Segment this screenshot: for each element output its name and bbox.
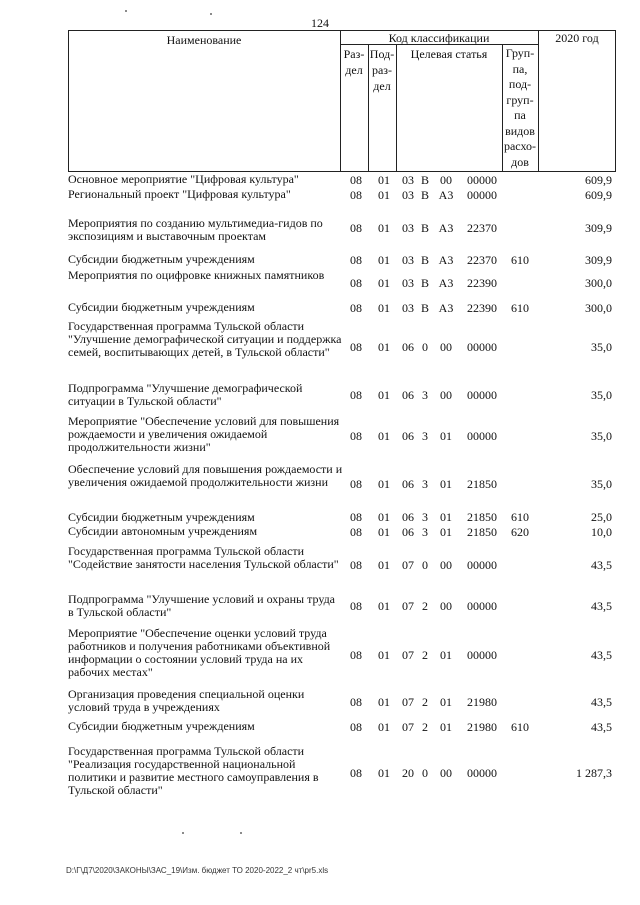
row-code-t4: 22390 <box>467 276 497 290</box>
row-amount: 35,0 <box>591 388 612 402</box>
row-code-t3: 00 <box>440 599 452 613</box>
row-code-r: 08 <box>350 276 362 290</box>
row-name: Мероприятие "Обеспечение условий для повышения рождаемости и увеличения ожидаемой продолжительности жизни" <box>68 414 340 454</box>
row-code-t1: 03 <box>402 301 414 315</box>
row-code-t4: 00000 <box>467 558 497 572</box>
row-amount: 309,9 <box>585 221 612 235</box>
row-code-p: 01 <box>378 188 390 202</box>
row-name: Субсидии автономным учреждениям <box>68 524 258 538</box>
row-code-t1: 07 <box>402 695 414 709</box>
row-code-p: 01 <box>378 766 390 780</box>
row-code-t2: 3 <box>422 525 428 539</box>
row-code-t1: 03 <box>402 173 414 187</box>
row-code-t3: 01 <box>440 477 452 491</box>
row-code-t2: 3 <box>422 388 428 402</box>
row-name: Подпрограмма "Улучшение условий и охраны труда в Тульской области" <box>68 592 335 619</box>
file-path: D:\Г\Д7\2020\ЗАКОНЫ\ЗАС_19\Изм. бюджет ТО 2020-2022_2 чт\pr5.xls <box>66 866 329 875</box>
row-code-t4: 00000 <box>467 388 497 402</box>
row-code-t1: 20 <box>402 766 414 780</box>
row-code-r: 08 <box>350 510 362 524</box>
header-sep-year <box>538 30 539 172</box>
row-amount: 43,5 <box>591 695 612 709</box>
header-border-left <box>68 30 69 172</box>
row-amount: 10,0 <box>591 525 612 539</box>
row-amount: 43,5 <box>591 558 612 572</box>
row-name: Государственная программа Тульской области "Содействие занятости населения Тульской области" <box>68 544 339 571</box>
row-code-p: 01 <box>378 477 390 491</box>
header-name: Наименование <box>166 33 242 47</box>
row-code-r: 08 <box>350 221 362 235</box>
row-code-t3: 00 <box>440 766 452 780</box>
row-code-t2: 3 <box>422 429 428 443</box>
row-code-t2: 0 <box>422 766 428 780</box>
row-amount: 35,0 <box>591 429 612 443</box>
row-amount: 35,0 <box>591 477 612 491</box>
row-name: Подпрограмма "Улучшение демографической ситуации в Тульской области" <box>68 381 303 408</box>
row-code-p: 01 <box>378 276 390 290</box>
row-amount: 300,0 <box>585 276 612 290</box>
row-name: Региональный проект "Цифровая культура" <box>68 187 291 201</box>
row-code-t3: А3 <box>438 301 454 315</box>
row-code-t2: 2 <box>422 648 428 662</box>
row-code-r: 08 <box>350 340 362 354</box>
row-code-t1: 06 <box>402 429 414 443</box>
row-code-t2: В <box>420 276 429 290</box>
row-code-p: 01 <box>378 253 390 267</box>
row-code-t1: 03 <box>402 276 414 290</box>
row-code-t3: 01 <box>440 720 452 734</box>
page-number: 124 <box>311 16 329 30</box>
row-code-r: 08 <box>350 173 362 187</box>
row-code-r: 08 <box>350 720 362 734</box>
row-code-t1: 03 <box>402 188 414 202</box>
row-code-t1: 07 <box>402 558 414 572</box>
row-code-p: 01 <box>378 340 390 354</box>
row-code-t4: 00000 <box>467 173 497 187</box>
row-code-t2: В <box>420 173 429 187</box>
row-code-t1: 07 <box>402 720 414 734</box>
row-code-p: 01 <box>378 301 390 315</box>
row-amount: 43,5 <box>591 599 612 613</box>
row-code-t4: 21850 <box>467 477 497 491</box>
row-code-t2: В <box>420 253 429 267</box>
row-code-g: 610 <box>511 301 529 315</box>
row-code-t3: 01 <box>440 429 452 443</box>
row-code-t2: 2 <box>422 599 428 613</box>
row-code-t2: В <box>420 221 429 235</box>
row-code-t4: 21980 <box>467 695 497 709</box>
row-code-r: 08 <box>350 695 362 709</box>
row-code-p: 01 <box>378 720 390 734</box>
row-amount: 609,9 <box>585 173 612 187</box>
row-code-r: 08 <box>350 558 362 572</box>
row-code-t1: 03 <box>402 253 414 267</box>
row-code-t1: 06 <box>402 340 414 354</box>
row-code-t3: 00 <box>440 388 452 402</box>
row-name: Субсидии бюджетным учреждениям <box>68 719 255 733</box>
row-name: Организация проведения специальной оценки условий труда в учреждениях <box>68 687 305 714</box>
row-code-t1: 06 <box>402 525 414 539</box>
row-code-t1: 06 <box>402 388 414 402</box>
row-code-t3: 00 <box>440 173 452 187</box>
header-year: 2020 год <box>555 31 599 45</box>
row-code-t4: 00000 <box>467 429 497 443</box>
header-group: Груп- па, под- груп- па видов расхо- дов <box>503 46 537 169</box>
table-header <box>68 30 616 172</box>
row-amount: 43,5 <box>591 720 612 734</box>
row-code-t4: 22370 <box>467 253 497 267</box>
row-code-t3: А3 <box>438 188 454 202</box>
row-code-t1: 06 <box>402 477 414 491</box>
scan-speck <box>182 832 184 834</box>
row-code-r: 08 <box>350 648 362 662</box>
row-code-g: 610 <box>511 510 529 524</box>
header-podrazdel: Под- раз- дел <box>369 47 395 93</box>
row-code-t4: 00000 <box>467 766 497 780</box>
row-code-t1: 06 <box>402 510 414 524</box>
row-code-g: 610 <box>511 253 529 267</box>
row-code-t3: А3 <box>438 253 454 267</box>
header-code: Код классификации <box>388 31 490 45</box>
header-target: Целевая статья <box>410 47 488 61</box>
row-code-t2: В <box>420 188 429 202</box>
row-code-p: 01 <box>378 648 390 662</box>
row-name: Мероприятия по созданию мультимедиа-гидов по экспозициям и выставочным проектам <box>68 216 323 243</box>
row-code-t2: 2 <box>422 695 428 709</box>
row-amount: 300,0 <box>585 301 612 315</box>
row-code-g: 610 <box>511 720 529 734</box>
row-amount: 43,5 <box>591 648 612 662</box>
row-code-t2: 0 <box>422 558 428 572</box>
row-amount: 1 287,3 <box>576 766 612 780</box>
row-code-p: 01 <box>378 558 390 572</box>
row-code-p: 01 <box>378 429 390 443</box>
row-code-t4: 00000 <box>467 648 497 662</box>
row-code-t1: 07 <box>402 599 414 613</box>
header-border-right <box>615 30 616 172</box>
row-code-t2: 3 <box>422 477 428 491</box>
row-code-t2: 3 <box>422 510 428 524</box>
row-code-t4: 22370 <box>467 221 497 235</box>
row-name: Государственная программа Тульской области "Улучшение демографической ситуации и поддержка семей, воспитывающих детей, в Тульской области" <box>68 319 342 359</box>
row-code-r: 08 <box>350 766 362 780</box>
row-amount: 609,9 <box>585 188 612 202</box>
row-code-p: 01 <box>378 510 390 524</box>
row-code-r: 08 <box>350 253 362 267</box>
row-code-t1: 03 <box>402 221 414 235</box>
row-code-t4: 00000 <box>467 599 497 613</box>
row-code-t4: 00000 <box>467 340 497 354</box>
row-code-p: 01 <box>378 525 390 539</box>
row-code-p: 01 <box>378 388 390 402</box>
row-code-r: 08 <box>350 525 362 539</box>
scan-speck <box>125 10 127 12</box>
row-code-t4: 22390 <box>467 301 497 315</box>
row-name: Субсидии бюджетным учреждениям <box>68 510 255 524</box>
row-code-t2: 0 <box>422 340 428 354</box>
row-code-t2: 2 <box>422 720 428 734</box>
row-code-t3: 00 <box>440 340 452 354</box>
row-code-r: 08 <box>350 301 362 315</box>
row-code-t3: А3 <box>438 221 454 235</box>
row-code-t3: А3 <box>438 276 454 290</box>
row-code-r: 08 <box>350 477 362 491</box>
row-code-p: 01 <box>378 599 390 613</box>
row-code-t3: 01 <box>440 695 452 709</box>
scan-speck <box>210 13 212 15</box>
row-code-t2: В <box>420 301 429 315</box>
header-razdel: Раз- дел <box>343 47 365 77</box>
row-name: Мероприятие "Обеспечение оценки условий труда работников и получения работниками объективной информации о состоянии условий труда на их рабочих местах" <box>68 626 331 679</box>
row-name: Мероприятия по оцифровке книжных памятников <box>68 268 325 282</box>
row-name: Государственная программа Тульской области "Реализация государственной национальной политики и развитие местного самоуправления в Тульской области" <box>68 744 319 797</box>
row-code-r: 08 <box>350 429 362 443</box>
row-name: Обеспечение условий для повышения рождаемости и увеличения ожидаемой продолжительности жизни <box>68 462 343 489</box>
row-code-t3: 01 <box>440 648 452 662</box>
row-code-t3: 01 <box>440 510 452 524</box>
row-code-r: 08 <box>350 599 362 613</box>
row-code-p: 01 <box>378 173 390 187</box>
row-code-t4: 21850 <box>467 510 497 524</box>
row-amount: 309,9 <box>585 253 612 267</box>
row-code-p: 01 <box>378 221 390 235</box>
row-code-t3: 00 <box>440 558 452 572</box>
row-name: Субсидии бюджетным учреждениям <box>68 300 255 314</box>
row-code-g: 620 <box>511 525 529 539</box>
row-code-t4: 21850 <box>467 525 497 539</box>
row-code-t1: 07 <box>402 648 414 662</box>
header-sep-podrazdel <box>396 44 397 172</box>
row-amount: 35,0 <box>591 340 612 354</box>
row-code-t4: 00000 <box>467 188 497 202</box>
row-name: Субсидии бюджетным учреждениям <box>68 252 255 266</box>
scan-speck <box>240 832 242 834</box>
row-code-r: 08 <box>350 388 362 402</box>
row-code-p: 01 <box>378 695 390 709</box>
row-code-t4: 21980 <box>467 720 497 734</box>
row-amount: 25,0 <box>591 510 612 524</box>
row-code-t3: 01 <box>440 525 452 539</box>
row-code-r: 08 <box>350 188 362 202</box>
row-name: Основное мероприятие "Цифровая культура" <box>68 172 299 186</box>
